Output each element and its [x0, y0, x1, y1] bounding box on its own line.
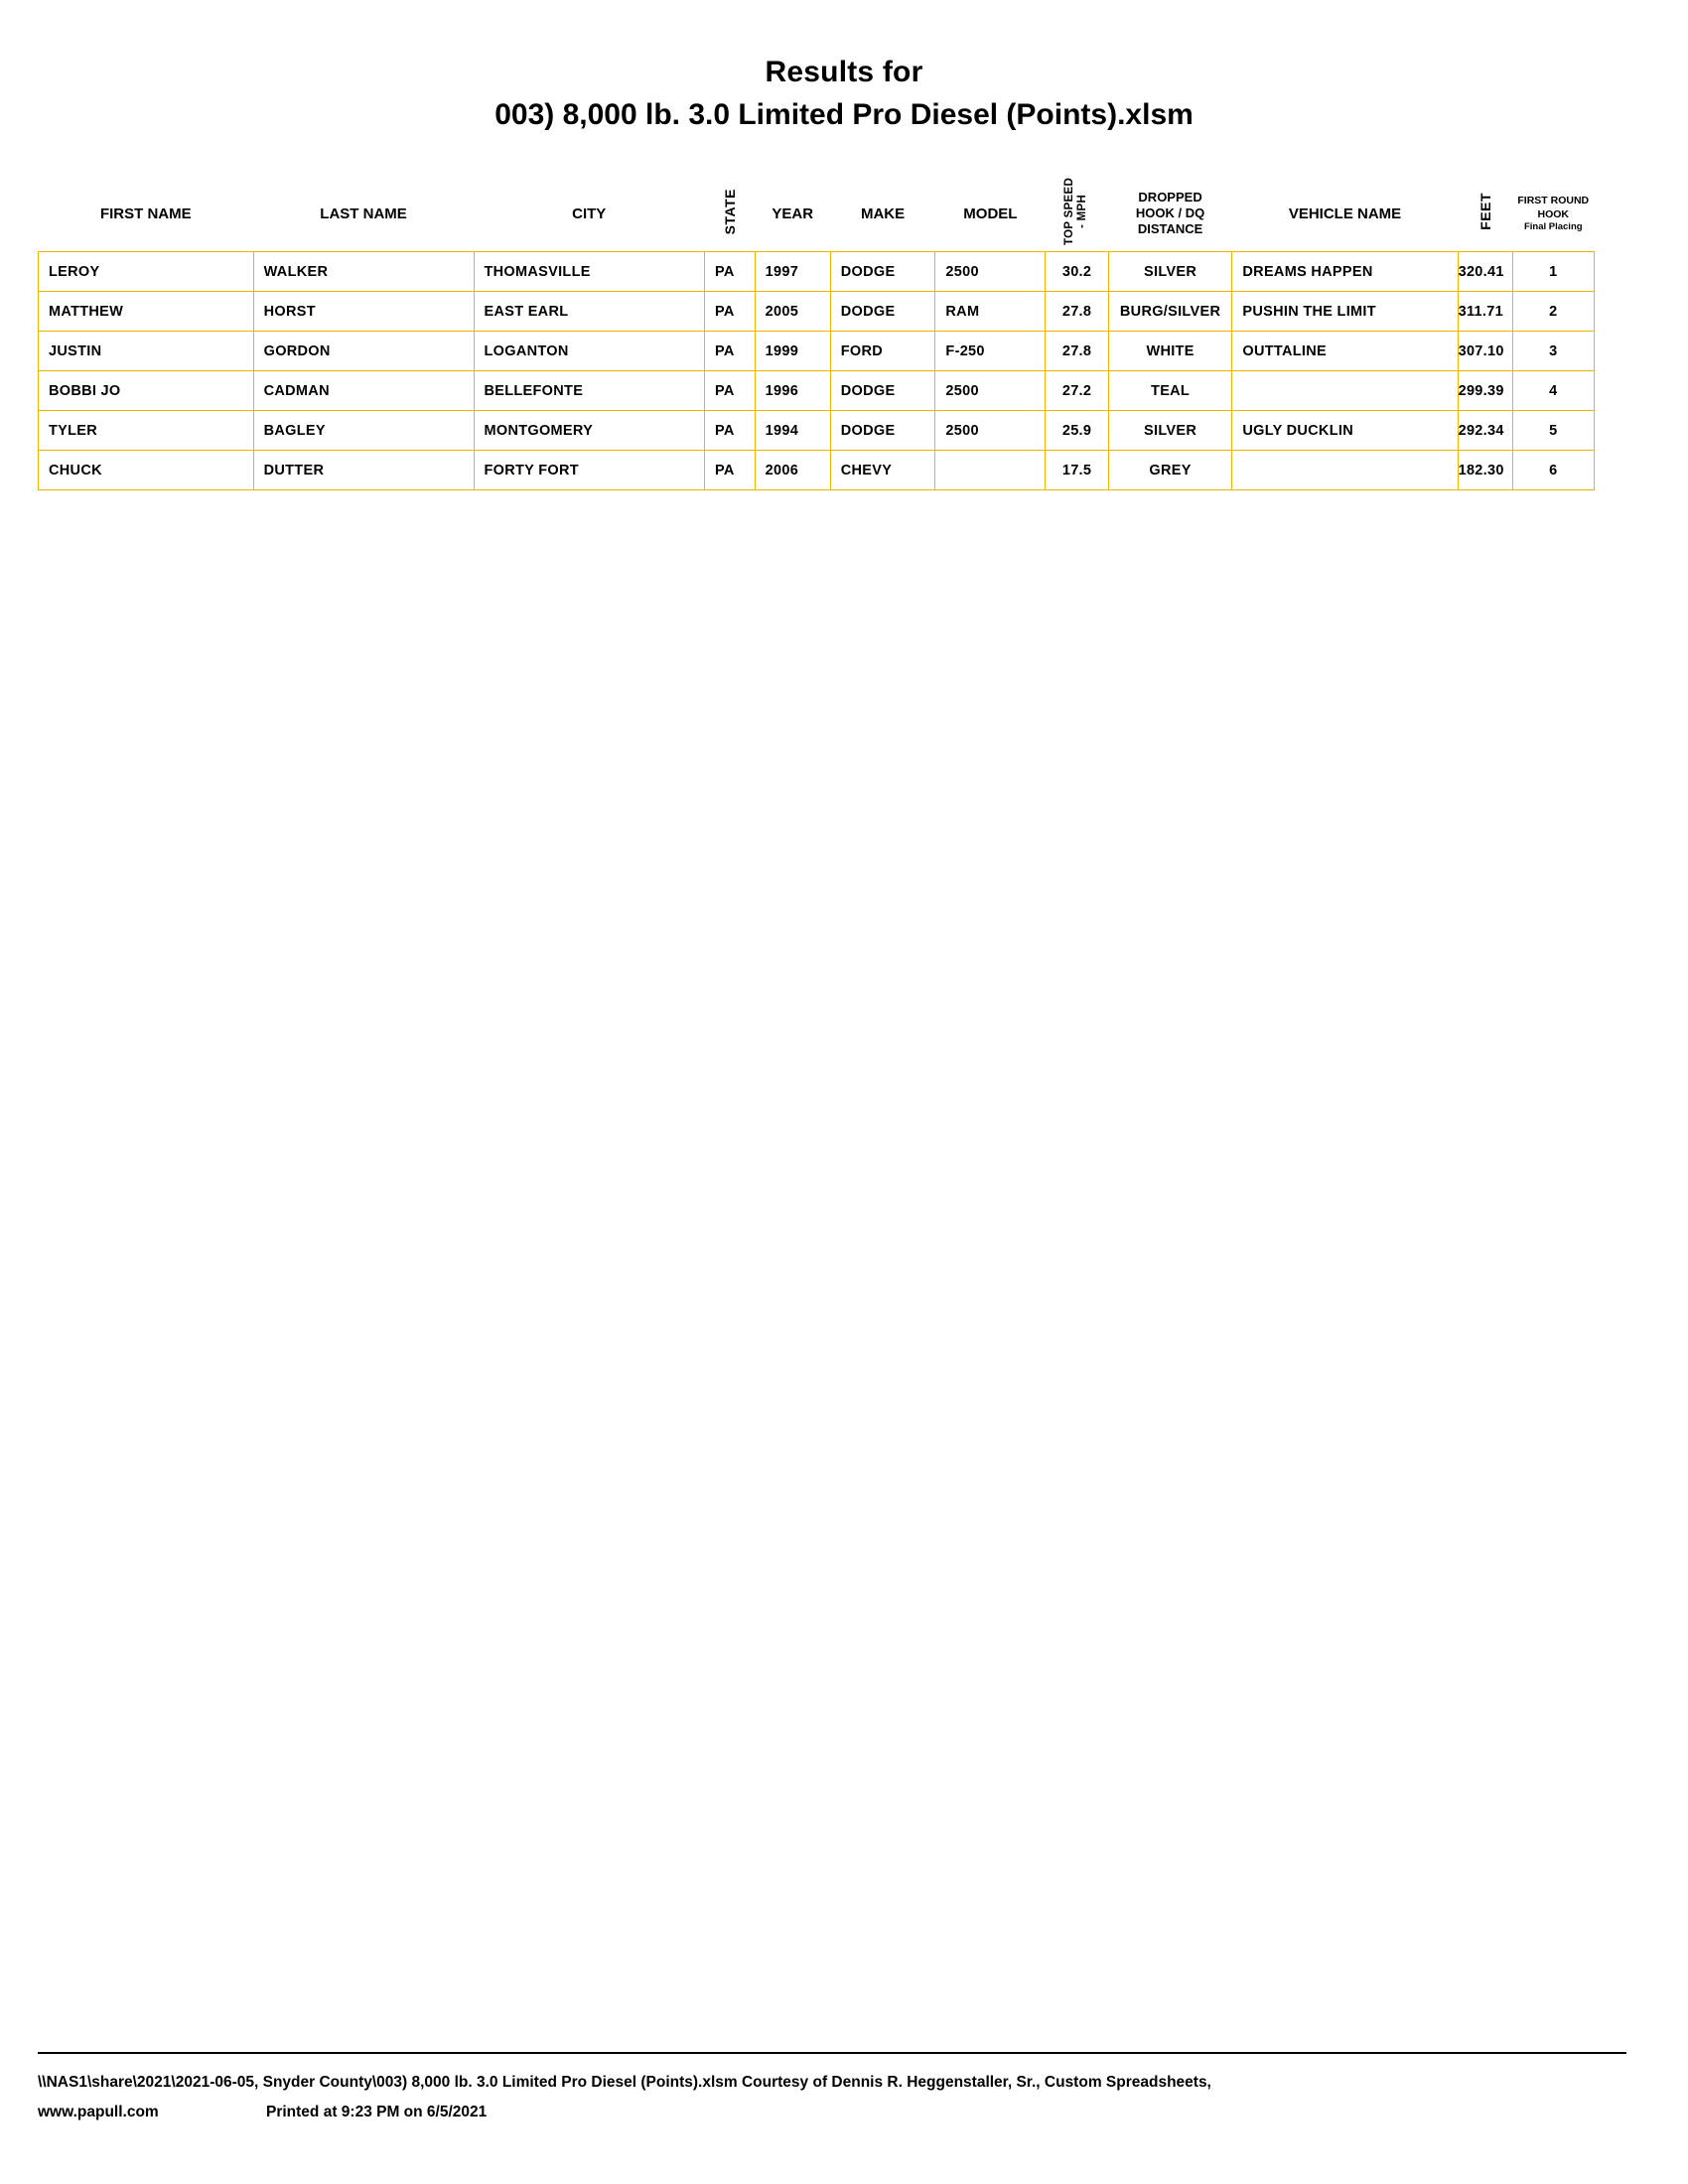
cell-model: 2500 [935, 411, 1046, 451]
table-row [39, 252, 1595, 292]
footer-website[interactable]: www.papull.com [38, 2103, 159, 2120]
table-row [39, 292, 1595, 332]
title-line-1: Results for [765, 56, 923, 88]
cell-top-speed: 30.2 [1046, 252, 1108, 292]
cell-make: CHEVY [830, 451, 935, 490]
column-header-first-round-hook [1512, 176, 1594, 252]
cell-last-name: WALKER [253, 252, 474, 292]
table-row [39, 411, 1595, 451]
cell-placing: 2 [1512, 292, 1594, 332]
cell-vehicle-name [1232, 451, 1458, 490]
cell-placing: 1 [1512, 252, 1594, 292]
cell-top-speed: 27.8 [1046, 332, 1108, 371]
cell-feet: 320.41 [1458, 252, 1512, 292]
column-header-state-label: STATE [721, 189, 738, 235]
column-header-make: MAKE [860, 205, 906, 222]
cell-first-name: LEROY [39, 252, 254, 292]
cell-year: 2006 [755, 451, 830, 490]
cell-feet: 299.39 [1458, 371, 1512, 411]
column-header-top-speed [1046, 176, 1108, 252]
cell-top-speed: 17.5 [1046, 451, 1108, 490]
dropped-line-2: HOOK / DQ [1135, 205, 1205, 221]
cell-last-name: BAGLEY [253, 411, 474, 451]
cell-state: PA [704, 252, 755, 292]
cell-feet: 182.30 [1458, 451, 1512, 490]
cell-model: RAM [935, 292, 1046, 332]
page-title [0, 0, 1688, 136]
cell-year: 1996 [755, 371, 830, 411]
cell-make: DODGE [830, 252, 935, 292]
results-table-container [38, 176, 1650, 490]
cell-state: PA [704, 411, 755, 451]
column-header-year: YEAR [772, 205, 814, 222]
cell-model: 2500 [935, 252, 1046, 292]
column-header-city: CITY [572, 205, 607, 222]
cell-dropped-hook: SILVER [1108, 252, 1232, 292]
table-row [39, 371, 1595, 411]
cell-city: THOMASVILLE [474, 252, 704, 292]
cell-first-name: MATTHEW [39, 292, 254, 332]
cell-top-speed: 27.8 [1046, 292, 1108, 332]
cell-placing: 6 [1512, 451, 1594, 490]
table-row [39, 332, 1595, 371]
first-round-line-1: FIRST ROUND [1517, 194, 1590, 206]
cell-city: MONTGOMERY [474, 411, 704, 451]
dropped-line-1: DROPPED [1138, 189, 1202, 205]
cell-model: 2500 [935, 371, 1046, 411]
cell-top-speed: 27.2 [1046, 371, 1108, 411]
cell-make: DODGE [830, 292, 935, 332]
table-row [39, 451, 1595, 490]
cell-state: PA [704, 451, 755, 490]
cell-placing: 5 [1512, 411, 1594, 451]
cell-first-name: BOBBI JO [39, 371, 254, 411]
table-header-row [39, 176, 1595, 252]
cell-last-name: CADMAN [253, 371, 474, 411]
cell-dropped-hook: WHITE [1108, 332, 1232, 371]
page-footer [38, 2052, 1626, 2126]
cell-city: BELLEFONTE [474, 371, 704, 411]
footer-path-credit: \\NAS1\share\2021\2021-06-05, Snyder County\003) 8,000 lb. 3.0 Limited Pro Diesel (Points).xlsm Courtesy of Dennis R. Heggenstaller, Sr., Custom Spreadsheets, [38, 2074, 1211, 2092]
column-header-state [704, 176, 755, 252]
cell-city: LOGANTON [474, 332, 704, 371]
column-header-dropped-hook [1108, 176, 1232, 252]
cell-placing: 3 [1512, 332, 1594, 371]
column-header-top-speed-label: TOP SPEED - MPH [1063, 178, 1089, 246]
cell-dropped-hook: TEAL [1108, 371, 1232, 411]
cell-vehicle-name [1232, 371, 1458, 411]
first-round-line-3: Final Placing [1523, 220, 1583, 232]
column-header-model: MODEL [963, 205, 1018, 222]
cell-feet: 292.34 [1458, 411, 1512, 451]
column-header-feet [1458, 176, 1512, 252]
dropped-line-3: DISTANCE [1137, 221, 1203, 237]
cell-make: FORD [830, 332, 935, 371]
title-line-2: 003) 8,000 lb. 3.0 Limited Pro Diesel (Points).xlsm [494, 97, 1194, 131]
footer-printed-timestamp: Printed at 9:23 PM on 6/5/2021 [266, 2103, 488, 2120]
cell-vehicle-name: PUSHIN THE LIMIT [1232, 292, 1458, 332]
cell-make: DODGE [830, 371, 935, 411]
column-header-last-name: LAST NAME [320, 205, 407, 222]
cell-last-name: DUTTER [253, 451, 474, 490]
column-header-first-name: FIRST NAME [99, 205, 192, 222]
results-table [38, 176, 1595, 490]
cell-make: DODGE [830, 411, 935, 451]
cell-state: PA [704, 371, 755, 411]
cell-first-name: TYLER [39, 411, 254, 451]
cell-year: 1997 [755, 252, 830, 292]
cell-feet: 311.71 [1458, 292, 1512, 332]
first-round-line-2: HOOK [1537, 207, 1569, 220]
cell-model [935, 451, 1046, 490]
cell-first-name: CHUCK [39, 451, 254, 490]
cell-model: F-250 [935, 332, 1046, 371]
cell-city: FORTY FORT [474, 451, 704, 490]
cell-last-name: GORDON [253, 332, 474, 371]
cell-vehicle-name: DREAMS HAPPEN [1232, 252, 1458, 292]
column-header-feet-label: FEET [1477, 193, 1493, 231]
cell-dropped-hook: GREY [1108, 451, 1232, 490]
cell-dropped-hook: BURG/SILVER [1108, 292, 1232, 332]
cell-dropped-hook: SILVER [1108, 411, 1232, 451]
cell-state: PA [704, 332, 755, 371]
results-table-body [39, 252, 1595, 490]
cell-vehicle-name: UGLY DUCKLIN [1232, 411, 1458, 451]
cell-first-name: JUSTIN [39, 332, 254, 371]
cell-last-name: HORST [253, 292, 474, 332]
cell-feet: 307.10 [1458, 332, 1512, 371]
cell-year: 1999 [755, 332, 830, 371]
cell-year: 2005 [755, 292, 830, 332]
column-header-vehicle-name: VEHICLE NAME [1288, 205, 1402, 222]
footer-second-row [38, 2098, 1626, 2126]
cell-year: 1994 [755, 411, 830, 451]
cell-top-speed: 25.9 [1046, 411, 1108, 451]
cell-vehicle-name: OUTTALINE [1232, 332, 1458, 371]
cell-placing: 4 [1512, 371, 1594, 411]
cell-state: PA [704, 292, 755, 332]
cell-city: EAST EARL [474, 292, 704, 332]
